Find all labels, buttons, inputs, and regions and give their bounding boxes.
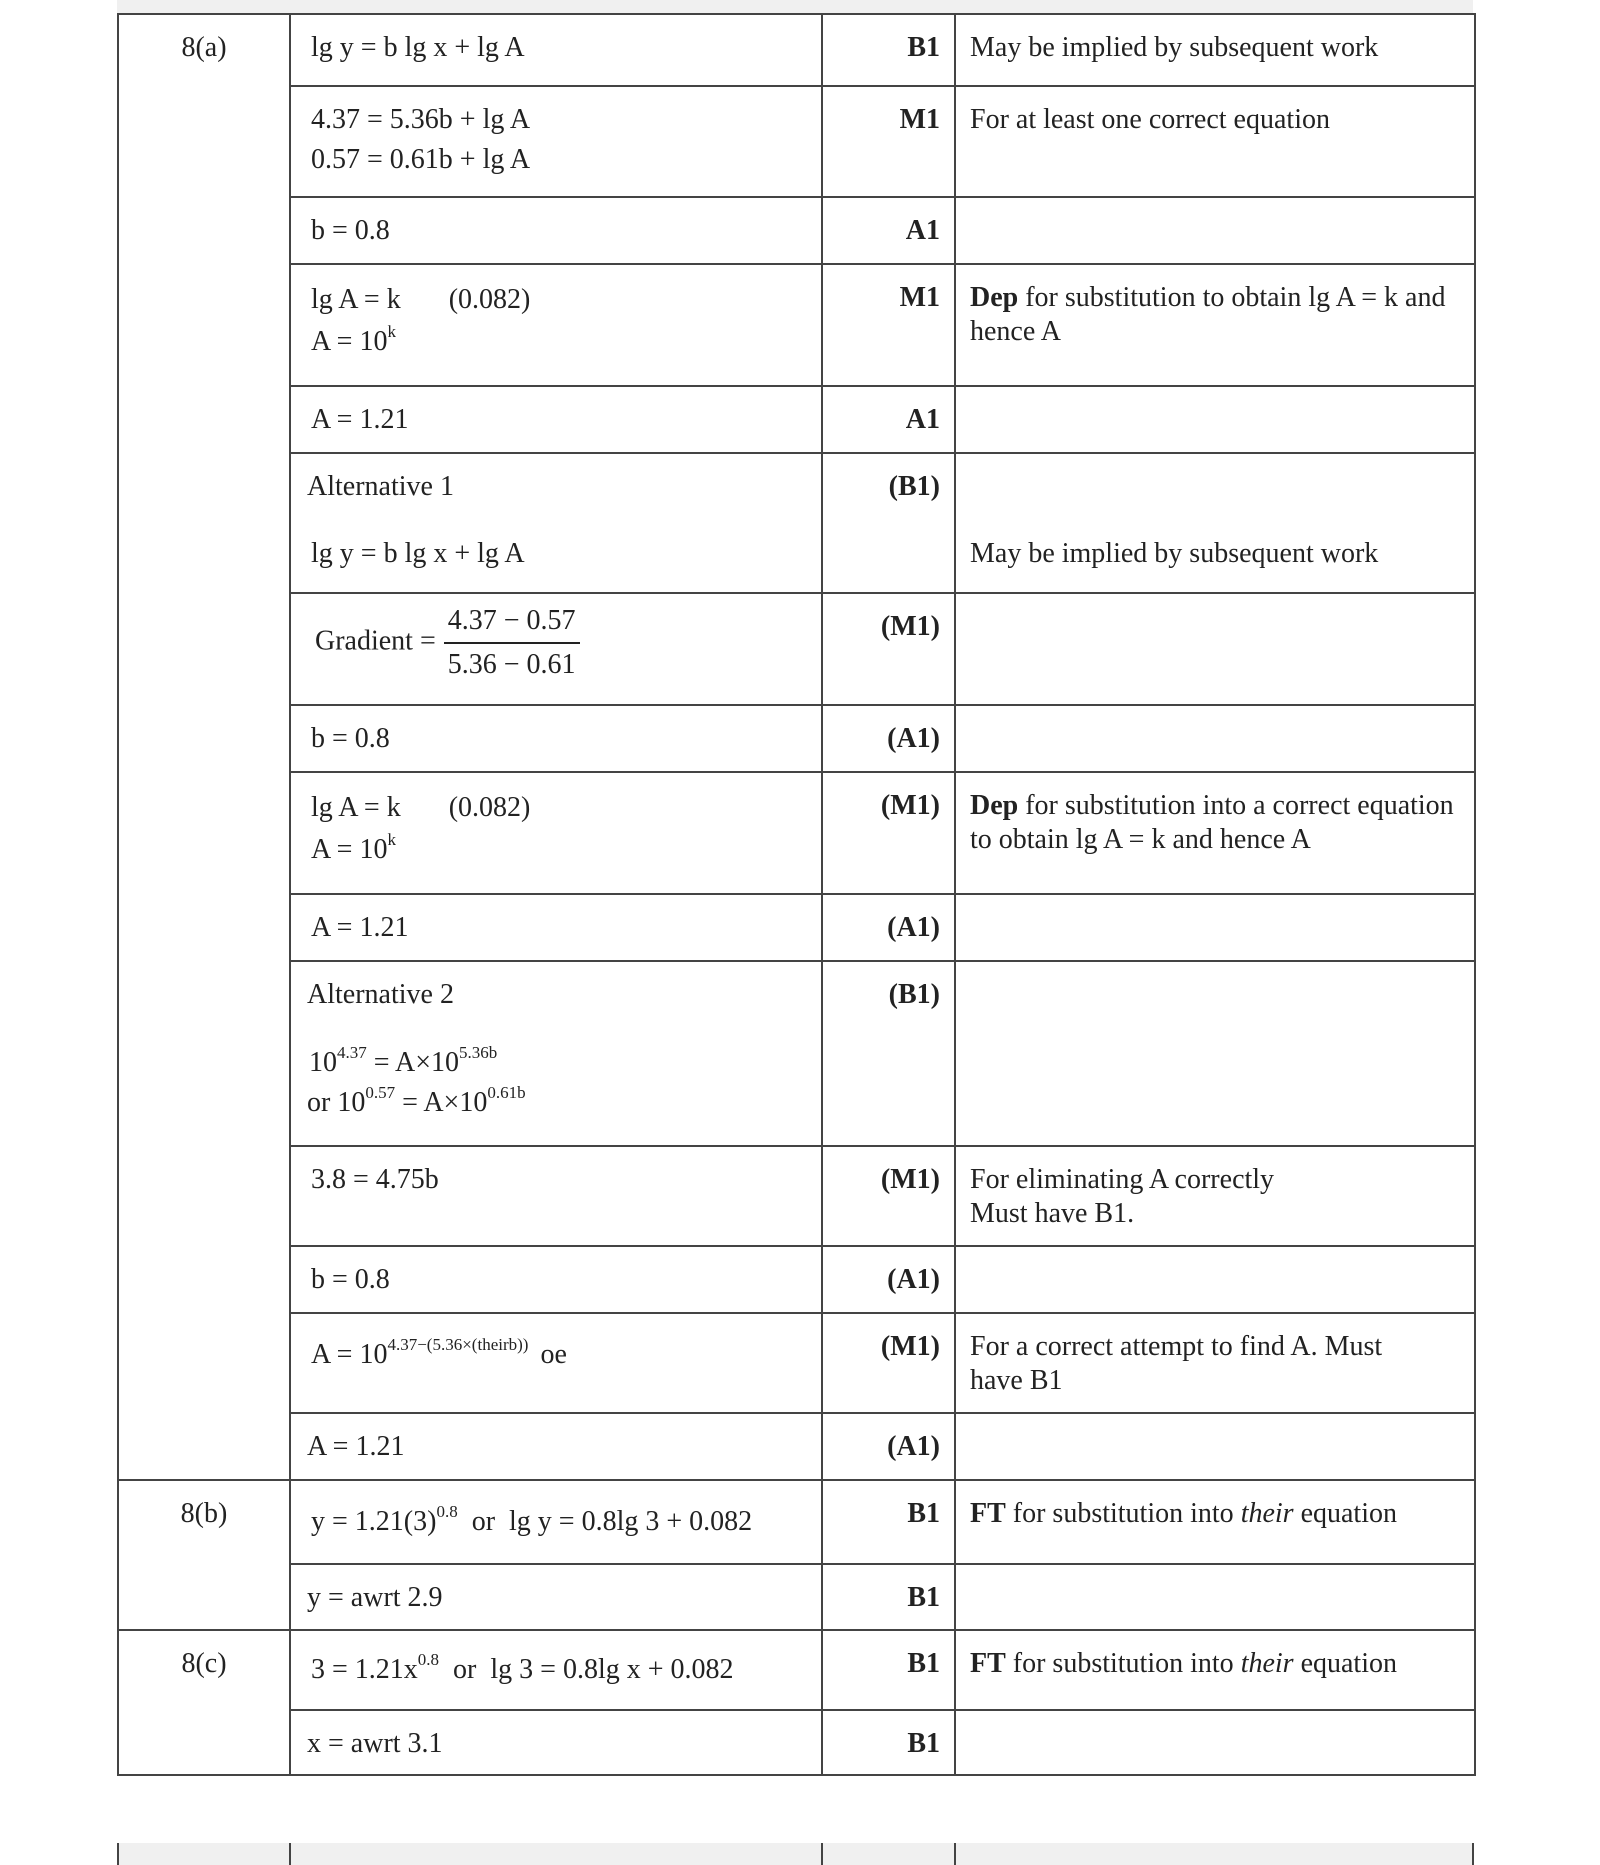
guidance-line: have B1 — [970, 1365, 1063, 1396]
exponent: 4.37 — [337, 1042, 367, 1062]
answer-part: = A×10 — [395, 1087, 488, 1118]
guidance-cell — [955, 1413, 1475, 1480]
guidance-line: Must have B1. — [970, 1198, 1135, 1229]
answer-cell: lg y = b lg x + lg A — [290, 14, 822, 86]
answer-cell: b = 0.8 — [290, 1246, 822, 1313]
mark-cell: B1 — [822, 1710, 955, 1775]
mark-cell: (A1) — [822, 1246, 955, 1313]
next-table-border — [289, 1843, 291, 1865]
guidance-cell — [955, 1710, 1475, 1775]
mark-cell: (M1) — [822, 1146, 955, 1246]
answer-part: or lg y = 0.8lg 3 + 0.082 — [457, 1506, 753, 1537]
answer-cell — [290, 264, 822, 386]
mark-scheme-table — [117, 13, 1476, 1776]
guidance-bold: FT — [970, 1648, 1006, 1679]
table-row — [118, 705, 1475, 772]
guidance-cell — [955, 386, 1475, 453]
table-row — [118, 772, 1475, 894]
guidance-cell — [955, 264, 1475, 386]
question-number: 8(b) — [118, 1480, 290, 1630]
gradient-fraction — [444, 604, 580, 682]
question-number: 8(c) — [118, 1630, 290, 1775]
table-row — [118, 14, 1475, 86]
mark-cell: M1 — [822, 264, 955, 386]
table-row — [118, 264, 1475, 386]
guidance-cell: May be implied by subsequent work — [955, 14, 1475, 86]
table-row — [118, 386, 1475, 453]
guidance-cell — [955, 1630, 1475, 1710]
answer-line: lg y = b lg x + lg A — [311, 538, 525, 569]
answer-part: = A×10 — [366, 1047, 460, 1078]
next-table-border — [954, 1843, 956, 1865]
guidance-cell — [955, 772, 1475, 894]
answer-label: Gradient = — [315, 625, 436, 657]
answer-cell — [290, 1313, 822, 1413]
table-row — [118, 1564, 1475, 1630]
guidance-cell — [955, 1480, 1475, 1564]
answer-part: 10 — [309, 1047, 337, 1078]
answer-part: or lg 3 = 0.8lg x + 0.082 — [439, 1654, 734, 1685]
alternative-heading: Alternative 1 — [307, 471, 454, 502]
mark-cell: (B1) — [822, 961, 955, 1146]
table-row — [118, 593, 1475, 705]
fraction-denominator: 5.36 − 0.61 — [447, 649, 576, 680]
answer-line: 0.57 = 0.61b + lg A — [311, 144, 531, 175]
answer-value: (0.082) — [448, 284, 531, 315]
guidance-cell: May be implied by subsequent work — [955, 453, 1475, 593]
mark-cell: B1 — [822, 1630, 955, 1710]
answer-cell: b = 0.8 — [290, 705, 822, 772]
table-row — [118, 1630, 1475, 1710]
answer-line: lg A = k — [311, 284, 401, 315]
table-row — [118, 1710, 1475, 1775]
mark-cell: (M1) — [822, 772, 955, 894]
guidance-bold: Dep — [970, 790, 1019, 821]
guidance-italic: their — [1240, 1498, 1294, 1529]
guidance-cell: For at least one correct equation — [955, 86, 1475, 197]
answer-cell: x = awrt 3.1 — [290, 1710, 822, 1775]
guidance-text: equation — [1293, 1648, 1397, 1679]
table-row — [118, 453, 1475, 593]
table-row — [118, 1413, 1475, 1480]
mark-cell: A1 — [822, 197, 955, 264]
guidance-line: For eliminating A correctly — [970, 1164, 1275, 1195]
exponent: 0.61b — [487, 1082, 526, 1102]
answer-part: or 10 — [307, 1087, 366, 1118]
answer-cell: A = 1.21 — [290, 894, 822, 961]
answer-cell — [290, 453, 822, 593]
next-table-border — [117, 1843, 119, 1865]
answer-cell: A = 1.21 — [290, 1413, 822, 1480]
answer-part: y = 1.21(3) — [311, 1506, 437, 1537]
answer-cell — [290, 1630, 822, 1710]
exponent: 0.8 — [417, 1649, 440, 1669]
guidance-text: for substitution into — [1012, 1498, 1241, 1529]
table-row — [118, 894, 1475, 961]
answer-part: 3 = 1.21x — [311, 1654, 418, 1685]
exponent: 0.8 — [436, 1501, 458, 1521]
mark-cell: (A1) — [822, 894, 955, 961]
answer-cell — [290, 593, 822, 705]
mark-cell: (B1) — [822, 453, 955, 593]
question-number: 8(a) — [118, 14, 290, 1480]
guidance-cell — [955, 1313, 1475, 1413]
answer-line: A = 10 — [311, 834, 388, 865]
answer-cell — [290, 961, 822, 1146]
fraction-numerator: 4.37 − 0.57 — [444, 604, 580, 644]
mark-cell: M1 — [822, 86, 955, 197]
answer-line: A = 10 — [311, 326, 388, 357]
answer-line: lg A = k — [311, 792, 401, 823]
answer-part: oe — [540, 1339, 567, 1370]
answer-cell — [290, 772, 822, 894]
mark-cell: (A1) — [822, 705, 955, 772]
exponent: 0.57 — [365, 1082, 396, 1102]
guidance-cell — [955, 197, 1475, 264]
mark-cell: B1 — [822, 14, 955, 86]
guidance-cell — [955, 961, 1475, 1146]
guidance-text: equation — [1293, 1498, 1397, 1529]
answer-cell: y = awrt 2.9 — [290, 1564, 822, 1630]
guidance-cell — [955, 1564, 1475, 1630]
exponent: k — [387, 321, 396, 341]
guidance-text: for substitution into a correct equation to obtain lg A = k and hence A — [970, 790, 1454, 855]
guidance-text: for substitution to obtain lg A = k and hence A — [970, 282, 1446, 347]
guidance-text: for substitution into — [1012, 1648, 1241, 1679]
guidance-cell — [955, 705, 1475, 772]
alternative-heading: Alternative 2 — [307, 979, 454, 1010]
answer-cell: b = 0.8 — [290, 197, 822, 264]
answer-value: (0.082) — [448, 792, 531, 823]
table-row — [118, 1480, 1475, 1564]
answer-line: 4.37 = 5.36b + lg A — [311, 104, 531, 135]
guidance-line: For a correct attempt to find A. Must — [970, 1331, 1383, 1362]
answer-cell — [290, 86, 822, 197]
mark-cell: (M1) — [822, 593, 955, 705]
answer-cell — [290, 1480, 822, 1564]
mark-cell: A1 — [822, 386, 955, 453]
next-table-border — [821, 1843, 823, 1865]
guidance-bold: Dep — [970, 282, 1019, 313]
exponent: 4.37−(5.36×(theirb)) — [387, 1334, 529, 1354]
mark-cell: B1 — [822, 1564, 955, 1630]
table-row — [118, 1146, 1475, 1246]
mark-cell: (M1) — [822, 1313, 955, 1413]
guidance-cell — [955, 894, 1475, 961]
guidance-cell — [955, 1246, 1475, 1313]
guidance-bold: FT — [970, 1498, 1006, 1529]
mark-cell: B1 — [822, 1480, 955, 1564]
answer-cell: 3.8 = 4.75b — [290, 1146, 822, 1246]
answer-cell: A = 1.21 — [290, 386, 822, 453]
table-row — [118, 1313, 1475, 1413]
table-row — [118, 1246, 1475, 1313]
guidance-italic: their — [1240, 1648, 1294, 1679]
next-table-border — [1472, 1843, 1474, 1865]
guidance-cell — [955, 593, 1475, 705]
mark-cell: (A1) — [822, 1413, 955, 1480]
exponent: 5.36b — [459, 1042, 498, 1062]
table-row — [118, 86, 1475, 197]
guidance-cell — [955, 1146, 1475, 1246]
previous-table-edge — [117, 0, 1473, 14]
answer-part: A = 10 — [311, 1339, 388, 1370]
exponent: k — [387, 829, 396, 849]
next-table-edge — [117, 1843, 1473, 1865]
table-row — [118, 961, 1475, 1146]
table-row — [118, 197, 1475, 264]
